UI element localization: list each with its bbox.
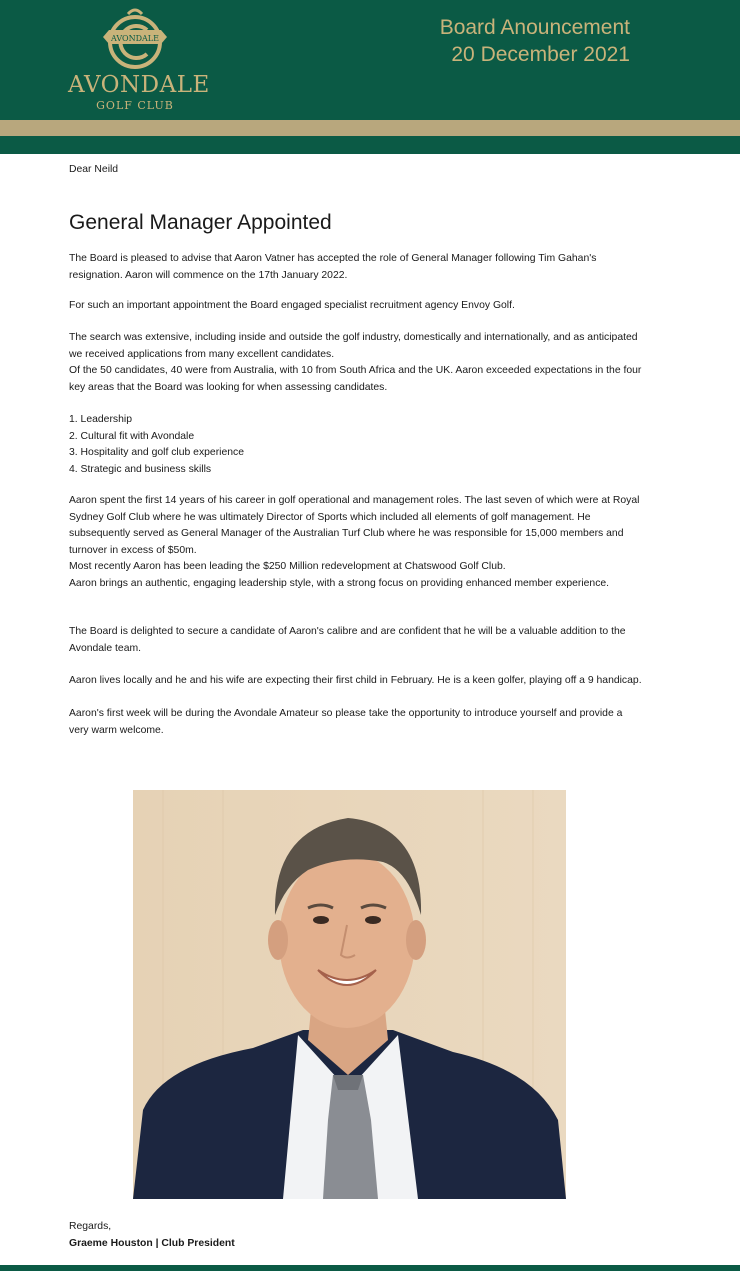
letter-signature: Graeme Houston | Club President (69, 1238, 235, 1249)
key-areas-list (69, 412, 644, 478)
paragraph-search: The search was extensive, including inside and outside the golf industry, domestically and internationally, and as anticipated we received applications from many excellent candidates. (69, 332, 638, 360)
portrait-photo (133, 790, 566, 1199)
logo-ribbon-text: AVONDALE (111, 34, 159, 43)
paragraph-personal: Aaron lives locally and he and his wife are expecting their first child in February. He is a keen golfer, playing off a 9 handicap. (69, 675, 642, 686)
list-item: 1. Leadership (69, 414, 132, 425)
logo-club-name: AVONDALE (68, 72, 210, 98)
list-item: 3. Hospitality and golf club experience (69, 447, 245, 458)
page-title: General Manager Appointed (69, 211, 332, 234)
paragraph-welcome: Aaron's first week will be during the Avondale Amateur so please take the opportunity to introduce yourself and provide a very warm welcome. (69, 708, 623, 736)
announcement-date: 20 December 2021 (451, 43, 630, 66)
paragraph-leadership-style: Aaron brings an authentic, engaging leadership style, with a strong focus on providing enhanced member experience. (69, 578, 610, 589)
footer-band (0, 1265, 740, 1271)
announcement-title: Board Anouncement (439, 16, 630, 39)
list-item: 2. Cultural fit with Avondale (69, 430, 195, 442)
paragraph-recruitment: For such an important appointment the Board engaged specialist recruitment agency Envoy Golf. (69, 300, 515, 311)
logo-club-subtext: GOLF CLUB (96, 99, 174, 112)
paragraph-recent: Most recently Aaron has been leading the $250 Million redevelopment at Chatswood Golf Club. (69, 561, 506, 572)
paragraph-candidates: Of the 50 candidates, 40 were from Australia, with 10 from South Africa and the UK. Aaron exceeded expectations in the four key areas that the Board was looking for when assessing candidates. (69, 365, 642, 393)
letter-closing: Regards, (69, 1221, 112, 1232)
paragraph-appointment: The Board is pleased to advise that Aaron Vatner has accepted the role of General Manager following Tim Gahan's resignation. Aaron will commence on the 17th January 2022. (69, 253, 597, 281)
gold-divider-band (0, 120, 740, 136)
club-logo (68, 4, 210, 116)
letter-greeting: Dear Neild (69, 164, 119, 175)
paragraph-career: Aaron spent the first 14 years of his career in golf operational and management roles. The last seven of which were at Royal Sydney Golf Club where he was ultimately Director of Sports which included all elements of golf management. He subsequently served as General Manager of the Australian Turf Club where he was responsible for 15,000 members and turnover in excess of $50m. (69, 495, 640, 556)
club-crest-icon (100, 4, 170, 72)
green-divider-band (0, 136, 740, 154)
header-banner (0, 0, 740, 120)
paragraph-delighted: The Board is delighted to secure a candidate of Aaron's calibre and are confident that he will be a valuable addition to the Avondale team. (69, 626, 626, 654)
list-item: 4. Strategic and business skills (69, 463, 212, 475)
